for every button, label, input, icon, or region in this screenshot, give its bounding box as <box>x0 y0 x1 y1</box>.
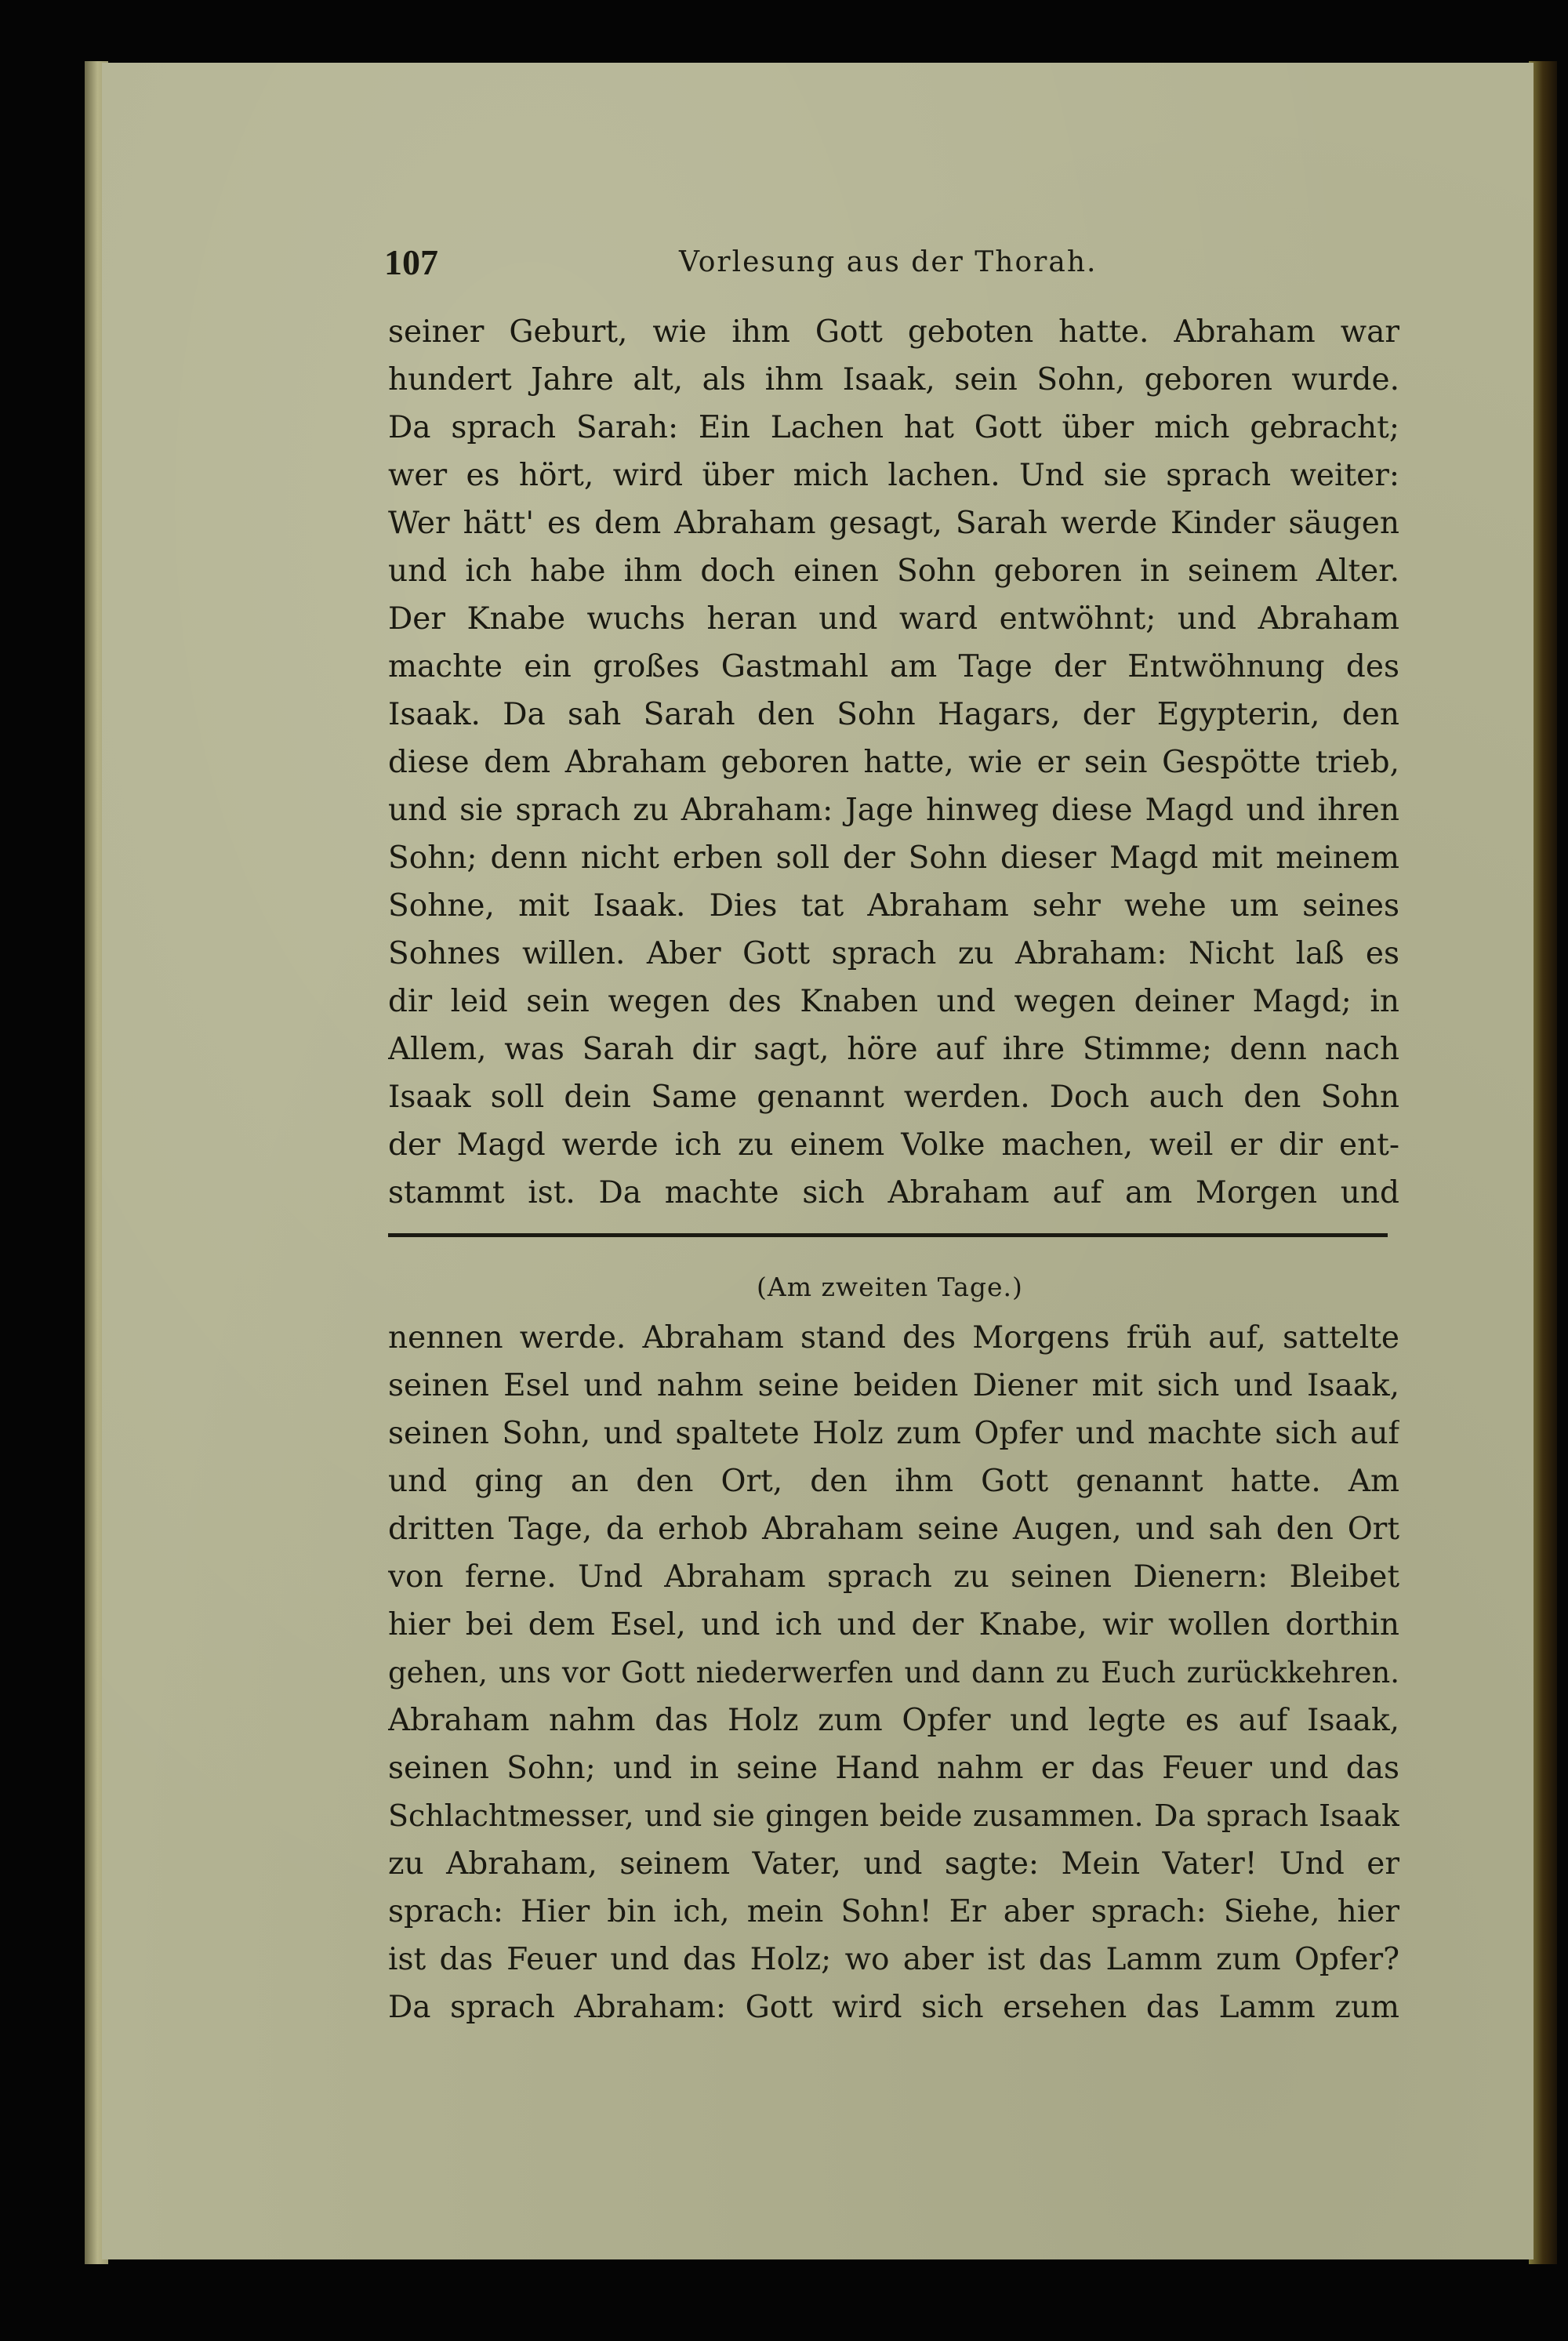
text-line: Isaak. Da sah Sarah den Sohn Hagars, der Egypterin, den <box>388 697 1399 732</box>
page-header <box>384 235 1403 290</box>
text-block-top <box>388 308 1399 1217</box>
text-line: Da sprach Sarah: Ein Lachen hat Gott über mich gebracht; <box>388 410 1399 445</box>
text-line: Sohne, mit Isaak. Dies tat Abraham sehr wehe um seines <box>388 888 1399 924</box>
text-line: Sohn; denn nicht erben soll der Sohn dieser Magd mit meinem <box>388 840 1399 876</box>
text-line: von ferne. Und Abraham sprach zu seinen Dienern: Bleibet <box>388 1559 1399 1595</box>
text-line: Der Knabe wuchs heran und ward entwöhnt; und Abraham <box>388 601 1399 637</box>
text-line: Isaak soll dein Same genannt werden. Doch auch den Sohn <box>388 1080 1399 1115</box>
text-line: Wer hätt' es dem Abraham gesagt, Sarah werde Kinder säugen <box>388 506 1399 541</box>
text-line: seiner Geburt, wie ihm Gott geboten hatte. Abraham war <box>388 314 1399 350</box>
section-heading: (Am zweiten Tage.) <box>757 1272 1023 1302</box>
text-line: hundert Jahre alt, als ihm Isaak, sein Sohn, geboren wurde. <box>388 362 1399 397</box>
text-line: hier bei dem Esel, und ich und der Knabe, wir wollen dorthin <box>388 1607 1399 1642</box>
text-line: ist das Feuer und das Holz; wo aber ist das Lamm zum Opfer? <box>388 1942 1399 1977</box>
page-number: 107 <box>384 242 438 282</box>
section-divider <box>388 1233 1388 1237</box>
text-line: Schlachtmesser, und sie gingen beide zusammen. Da sprach Isaak <box>388 1798 1399 1833</box>
text-line: Da sprach Abraham: Gott wird sich ersehen das Lamm zum <box>388 1990 1399 2025</box>
text-line: diese dem Abraham geboren hatte, wie er sein Gespötte trieb, <box>388 745 1399 780</box>
text-line: und ging an den Ort, den ihm Gott genannt hatte. Am <box>388 1464 1399 1499</box>
text-line: und ich habe ihm doch einen Sohn geboren in seinem Alter. <box>388 553 1399 589</box>
text-line: stammt ist. Da machte sich Abraham auf am Morgen und <box>388 1175 1399 1210</box>
text-line: der Magd werde ich zu einem Volke machen, weil er dir ent- <box>388 1127 1399 1163</box>
text-line: sprach: Hier bin ich, mein Sohn! Er aber sprach: Siehe, hier <box>388 1894 1399 1929</box>
text-line: seinen Sohn, und spaltete Holz zum Opfer und machte sich auf <box>388 1416 1399 1451</box>
text-block-bottom <box>388 1314 1399 2031</box>
running-head: Vorlesung aus der Thorah. <box>679 246 1098 278</box>
text-line: zu Abraham, seinem Vater, und sagte: Mein Vater! Und er <box>388 1846 1399 1882</box>
text-line: Abraham nahm das Holz zum Opfer und legte es auf Isaak, <box>388 1703 1399 1738</box>
text-line: seinen Esel und nahm seine beiden Diener mit sich und Isaak, <box>388 1368 1399 1403</box>
text-line: Sohnes willen. Aber Gott sprach zu Abraham: Nicht laß es <box>388 936 1399 971</box>
text-line: dir leid sein wegen des Knaben und wegen deiner Magd; in <box>388 984 1399 1019</box>
text-line: nennen werde. Abraham stand des Morgens früh auf, sattelte <box>388 1320 1399 1356</box>
text-line: gehen, uns vor Gott niederwerfen und dann zu Euch zurückkehren. <box>388 1656 1399 1690</box>
text-line: Allem, was Sarah dir sagt, höre auf ihre Stimme; denn nach <box>388 1032 1399 1067</box>
text-line: und sie sprach zu Abraham: Jage hinweg diese Magd und ihren <box>388 793 1399 828</box>
text-line: wer es hört, wird über mich lachen. Und sie sprach weiter: <box>388 458 1399 493</box>
text-line: seinen Sohn; und in seine Hand nahm er das Feuer und das <box>388 1751 1399 1786</box>
text-line: machte ein großes Gastmahl am Tage der Entwöhnung des <box>388 649 1399 684</box>
text-line: dritten Tage, da erhob Abraham seine Augen, und sah den Ort <box>388 1512 1399 1547</box>
